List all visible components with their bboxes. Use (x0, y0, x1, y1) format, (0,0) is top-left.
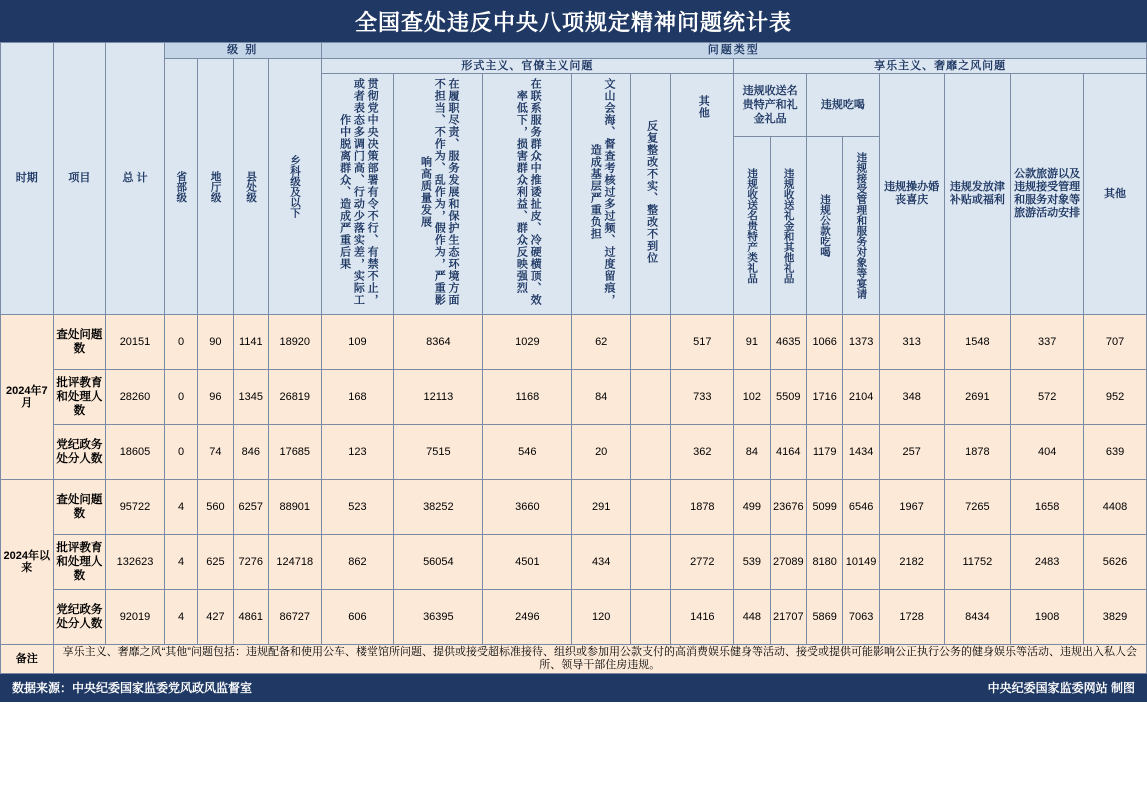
cell-formalism-other: 1416 (671, 590, 734, 645)
cell-level-xianchu: 4861 (233, 590, 268, 645)
cell-gift-1: 499 (734, 480, 770, 535)
cell-formalism-3: 546 (483, 425, 572, 480)
cell-level-diting: 90 (198, 315, 233, 370)
cell-formalism-4: 120 (572, 590, 631, 645)
cell-gift-1: 539 (734, 535, 770, 590)
cell-formalism-other: 517 (671, 315, 734, 370)
cell-level-xiangke: 86727 (268, 590, 321, 645)
cell-gift-2: 5509 (770, 370, 806, 425)
cell-level-xianchu: 846 (233, 425, 268, 480)
cell-dining-2: 6546 (843, 480, 879, 535)
cell-formalism-4: 434 (572, 535, 631, 590)
header-formalism-col-other-text: 其他 (697, 95, 710, 120)
cell-formalism-5 (631, 590, 671, 645)
header-formalism-group: 形式主义、官僚主义问题 (321, 58, 734, 74)
cell-level-diting: 74 (198, 425, 233, 480)
cell-level-xiangke: 18920 (268, 315, 321, 370)
cell-subsidy: 1878 (944, 425, 1011, 480)
data-source: 数据来源：中央纪委国家监委党风政风监督室 (12, 681, 253, 696)
cell-level-xianchu: 1345 (233, 370, 268, 425)
row-item-label: 查处问题数 (53, 480, 106, 535)
cell-travel: 2483 (1011, 535, 1084, 590)
cell-formalism-2: 56054 (394, 535, 483, 590)
cell-gift-2: 21707 (770, 590, 806, 645)
header-level-xianchu-text: 县处级 (245, 170, 258, 203)
header-level-xiangke-text: 乡科级及以下 (289, 154, 302, 218)
header-total: 总 计 (106, 43, 165, 315)
cell-formalism-3: 1029 (483, 315, 572, 370)
cell-subsidy: 1548 (944, 315, 1011, 370)
cell-level-diting: 560 (198, 480, 233, 535)
cell-level-sheng: 0 (164, 425, 197, 480)
cell-dining-1: 5099 (806, 480, 842, 535)
cell-hedonism-other: 5626 (1084, 535, 1147, 590)
cell-level-sheng: 0 (164, 315, 197, 370)
row-item-label: 党纪政务处分人数 (53, 425, 106, 480)
table-row (1, 425, 1147, 480)
cell-gift-2: 27089 (770, 535, 806, 590)
row-period: 2024年以来 (1, 480, 54, 645)
header-hedonism-dining (806, 74, 879, 137)
header-formalism-col-4 (572, 74, 631, 315)
cell-dining-1: 1716 (806, 370, 842, 425)
cell-dining-1: 1066 (806, 315, 842, 370)
row-item-label: 批评教育和处理人数 (53, 370, 106, 425)
cell-formalism-4: 20 (572, 425, 631, 480)
header-hedonism-dining-text: 违规吃喝 (820, 99, 865, 112)
header-hedonism-travel (1011, 74, 1084, 315)
header-dining-sub-2 (843, 137, 879, 315)
header-hedonism-wedding-text: 违规操办婚丧喜庆 (884, 181, 940, 207)
cell-hedonism-other: 3829 (1084, 590, 1147, 645)
cell-formalism-3: 3660 (483, 480, 572, 535)
cell-formalism-5 (631, 315, 671, 370)
header-formalism-col-4-text: 文山会海、督查考核过多过频、过度留痕，造成基层严重负担 (589, 78, 615, 307)
cell-formalism-5 (631, 535, 671, 590)
cell-gift-2: 4635 (770, 315, 806, 370)
cell-total: 28260 (106, 370, 165, 425)
header-hedonism-other-text: 其他 (1104, 187, 1127, 200)
cell-wedding: 1728 (879, 590, 944, 645)
statistics-table (0, 42, 1147, 674)
note-text: 享乐主义、奢靡之风“其他”问题包括：违规配备和使用公车、楼堂馆所问题、提供或接受超标准接待、组织或参加用公款支付的高消费娱乐健身等活动、接受或提供可能影响公正执行公务的健身娱乐等活动、违规出入私人会所、领导干部住房违规。 (53, 645, 1146, 673)
page-title (0, 0, 1147, 42)
cell-gift-1: 102 (734, 370, 770, 425)
header-row-2 (1, 58, 1147, 74)
cell-level-xiangke: 88901 (268, 480, 321, 535)
cell-level-xianchu: 1141 (233, 315, 268, 370)
cell-gift-1: 448 (734, 590, 770, 645)
cell-level-diting: 427 (198, 590, 233, 645)
cell-level-diting: 96 (198, 370, 233, 425)
header-formalism-col-1-text: 贯彻党中央决策部署有令不行、有禁不止，或者表态多调门高、行动少落实差，实际工作中脱离群众、造成严重后果 (338, 78, 379, 307)
cell-travel: 404 (1011, 425, 1084, 480)
cell-formalism-3: 2496 (483, 590, 572, 645)
cell-formalism-3: 1168 (483, 370, 572, 425)
header-level-diting-text: 地厅级 (209, 170, 222, 203)
cell-gift-1: 91 (734, 315, 770, 370)
cell-hedonism-other: 639 (1084, 425, 1147, 480)
note-label: 备注 (1, 645, 54, 673)
cell-hedonism-other: 952 (1084, 370, 1147, 425)
cell-formalism-4: 84 (572, 370, 631, 425)
header-formalism-col-2-text: 在履职尽责、服务发展和保护生态环境方面不担当、不作为、乱作为，假作为，严重影响高质量发展 (419, 78, 459, 307)
header-formalism-col-other (671, 74, 734, 315)
cell-total: 18605 (106, 425, 165, 480)
header-gift-sub-2-text: 违规收送礼金和其他礼品 (782, 167, 795, 284)
cell-level-xianchu: 7276 (233, 535, 268, 590)
cell-wedding: 1967 (879, 480, 944, 535)
header-level-xianchu (233, 58, 268, 315)
header-hedonism-subsidy-text: 违规发放津补贴或福利 (949, 181, 1005, 207)
cell-formalism-2: 8364 (394, 315, 483, 370)
cell-subsidy: 7265 (944, 480, 1011, 535)
header-hedonism-group: 享乐主义、奢靡之风问题 (734, 58, 1147, 74)
header-dining-sub-1-text: 违规公款吃喝 (818, 194, 831, 258)
cell-gift-1: 84 (734, 425, 770, 480)
table-row (1, 480, 1147, 535)
header-formalism-col-3 (483, 74, 572, 315)
cell-dining-1: 8180 (806, 535, 842, 590)
cell-level-xiangke: 124718 (268, 535, 321, 590)
cell-dining-1: 5869 (806, 590, 842, 645)
cell-level-xiangke: 17685 (268, 425, 321, 480)
header-dining-sub-2-text: 违规接受管理和服务对象等宴请 (855, 152, 868, 300)
header-level-sheng-text: 省部级 (175, 170, 188, 203)
cell-wedding: 313 (879, 315, 944, 370)
header-gift-sub-1 (734, 137, 770, 315)
cell-level-sheng: 0 (164, 370, 197, 425)
cell-formalism-4: 62 (572, 315, 631, 370)
cell-formalism-1: 862 (321, 535, 394, 590)
cell-gift-2: 4164 (770, 425, 806, 480)
cell-formalism-1: 606 (321, 590, 394, 645)
cell-formalism-1: 523 (321, 480, 394, 535)
cell-dining-2: 1373 (843, 315, 879, 370)
cell-formalism-other: 733 (671, 370, 734, 425)
cell-formalism-other: 362 (671, 425, 734, 480)
cell-formalism-1: 123 (321, 425, 394, 480)
header-hedonism-wedding (879, 74, 944, 315)
header-hedonism-other (1084, 74, 1147, 315)
header-formalism-col-2 (394, 74, 483, 315)
header-hedonism-gift (734, 74, 807, 137)
cell-formalism-2: 12113 (394, 370, 483, 425)
cell-dining-2: 1434 (843, 425, 879, 480)
header-level-xiangke (268, 58, 321, 315)
header-level-diting (198, 58, 233, 315)
cell-total: 132623 (106, 535, 165, 590)
cell-formalism-5 (631, 480, 671, 535)
header-problem-type-group: 问题类型 (321, 43, 1146, 59)
header-period: 时期 (1, 43, 54, 315)
cell-wedding: 348 (879, 370, 944, 425)
cell-formalism-3: 4501 (483, 535, 572, 590)
cell-dining-2: 7063 (843, 590, 879, 645)
cell-travel: 572 (1011, 370, 1084, 425)
table-row (1, 315, 1147, 370)
header-hedonism-gift-text: 违规收送名贵特产和礼金礼品 (742, 84, 798, 126)
cell-travel: 337 (1011, 315, 1084, 370)
cell-hedonism-other: 4408 (1084, 480, 1147, 535)
cell-dining-2: 10149 (843, 535, 879, 590)
cell-level-sheng: 4 (164, 590, 197, 645)
cell-wedding: 2182 (879, 535, 944, 590)
cell-formalism-2: 7515 (394, 425, 483, 480)
cell-formalism-other: 2772 (671, 535, 734, 590)
cell-formalism-2: 38252 (394, 480, 483, 535)
header-hedonism-travel-text: 公款旅游以及违规接受管理和服务对象等旅游活动安排 (1014, 167, 1081, 220)
table-row (1, 590, 1147, 645)
cell-formalism-4: 291 (572, 480, 631, 535)
table-row (1, 370, 1147, 425)
header-level-sheng (164, 58, 197, 315)
cell-level-xiangke: 26819 (268, 370, 321, 425)
table-row (1, 535, 1147, 590)
cell-gift-2: 23676 (770, 480, 806, 535)
row-item-label: 党纪政务处分人数 (53, 590, 106, 645)
cell-formalism-2: 36395 (394, 590, 483, 645)
header-level-group: 级 别 (164, 43, 321, 59)
page-footer (0, 674, 1147, 702)
cell-subsidy: 2691 (944, 370, 1011, 425)
header-formalism-col-1 (321, 74, 394, 315)
cell-formalism-other: 1878 (671, 480, 734, 535)
header-item: 项目 (53, 43, 106, 315)
credit: 中央纪委国家监委网站 制图 (987, 681, 1135, 696)
cell-subsidy: 8434 (944, 590, 1011, 645)
cell-level-sheng: 4 (164, 480, 197, 535)
header-formalism-col-3-text: 在联系服务群众中推诿扯皮、冷硬横顶、效率低下，损害群众利益、群众反映强烈 (515, 78, 542, 307)
cell-formalism-1: 168 (321, 370, 394, 425)
note-row (1, 645, 1147, 673)
header-formalism-col-5-text: 反复整改不实、整改不到位 (645, 120, 658, 265)
header-gift-sub-1-text: 违规收送名贵特产类礼品 (746, 167, 759, 284)
cell-total: 95722 (106, 480, 165, 535)
cell-travel: 1908 (1011, 590, 1084, 645)
cell-formalism-5 (631, 370, 671, 425)
cell-level-sheng: 4 (164, 535, 197, 590)
cell-hedonism-other: 707 (1084, 315, 1147, 370)
header-gift-sub-2 (770, 137, 806, 315)
cell-total: 92019 (106, 590, 165, 645)
cell-subsidy: 11752 (944, 535, 1011, 590)
cell-total: 20151 (106, 315, 165, 370)
cell-level-xianchu: 6257 (233, 480, 268, 535)
header-dining-sub-1 (806, 137, 842, 315)
cell-wedding: 257 (879, 425, 944, 480)
row-item-label: 批评教育和处理人数 (53, 535, 106, 590)
page-title-text: 全国查处违反中央八项规定精神问题统计表 (354, 9, 792, 35)
row-item-label: 查处问题数 (53, 315, 106, 370)
cell-travel: 1658 (1011, 480, 1084, 535)
cell-level-diting: 625 (198, 535, 233, 590)
header-row-1 (1, 43, 1147, 59)
cell-formalism-1: 109 (321, 315, 394, 370)
header-hedonism-subsidy (944, 74, 1011, 315)
cell-formalism-5 (631, 425, 671, 480)
cell-dining-2: 2104 (843, 370, 879, 425)
header-formalism-col-5 (631, 74, 671, 315)
row-period: 2024年7月 (1, 315, 54, 480)
cell-dining-1: 1179 (806, 425, 842, 480)
